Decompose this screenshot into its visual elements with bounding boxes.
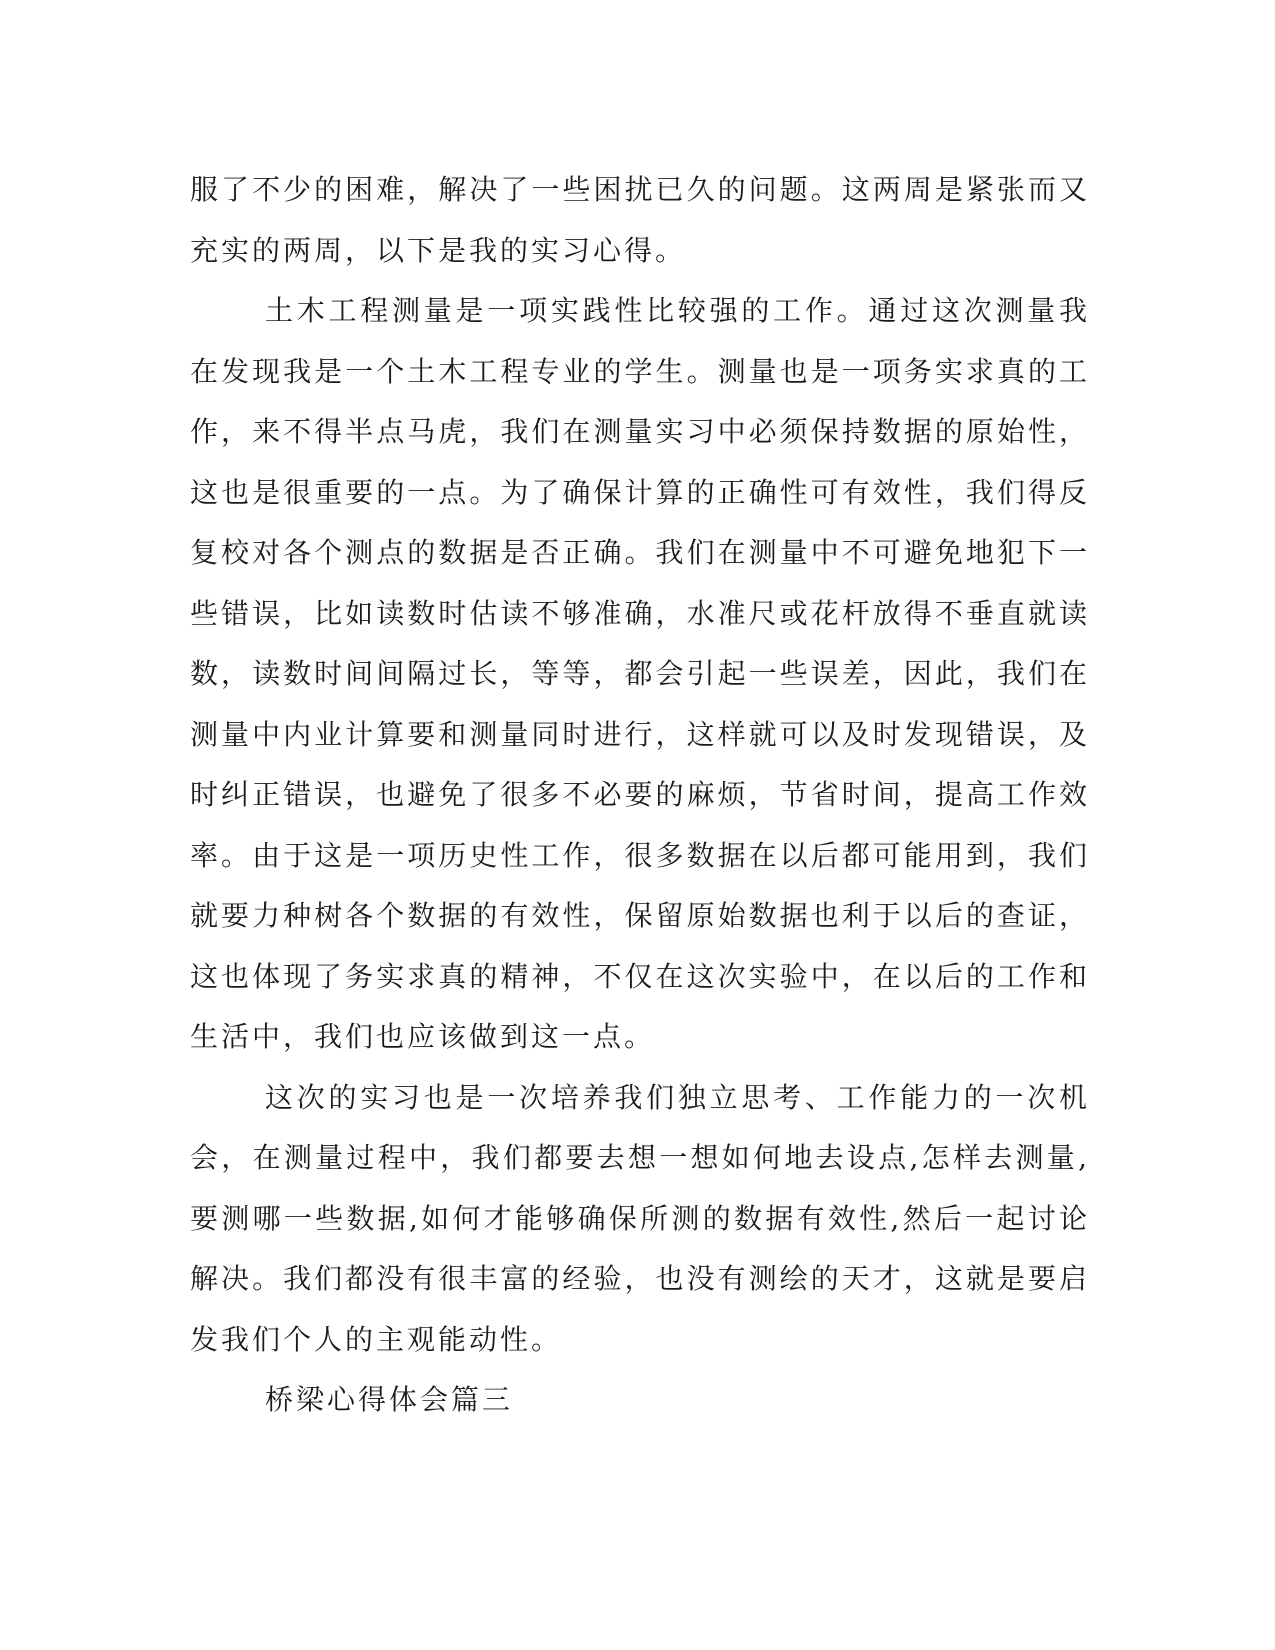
paragraph-continuation: 服了不少的困难，解决了一些困扰已久的问题。这两周是紧张而又充实的两周，以下是我的实习心得。 — [190, 173, 1090, 267]
paragraph-surveying-practice: 土木工程测量是一项实践性比较强的工作。通过这次测量我在发现我是一个土木工程专业的学生。测量也是一项务实求真的工作，来不得半点马虎，我们在测量实习中必须保持数据的原始性，这也是很重要的一点。为了确保计算的正确性可有效性，我们得反复校对各个测点的数据是否正确。我们在测量中不可避免地犯下一些错误，比如读数时估读不够准确，水准尺或花杆放得不垂直就读数，读数时间间隔过长，等等，都会引起一些误差，因此，我们在测量中内业计算要和测量同时进行，这样就可以及时发现错误，及时纠正错误，也避免了很多不必要的麻烦，节省时间，提高工作效率。由于这是一项历史性工作，很多数据在以后都可能用到，我们就要力种树各个数据的有效性，保留原始数据也利于以后的查证，这也体现了务实求真的精神，不仅在这次实验中，在以后的工作和生活中，我们也应该做到这一点。 — [190, 294, 1090, 1053]
document-body — [190, 160, 1090, 1431]
section-heading: 桥梁心得体会篇三 — [265, 1383, 514, 1416]
paragraph-independent-thinking: 这次的实习也是一次培养我们独立思考、工作能力的一次机会，在测量过程中，我们都要去想一想如何地去设点,怎样去测量,要测哪一些数据,如何才能够确保所测的数据有效性,然后一起讨论解决。我们都没有很丰富的经验，也没有测绘的天才，这就是要启发我们个人的主观能动性。 — [190, 1080, 1090, 1356]
